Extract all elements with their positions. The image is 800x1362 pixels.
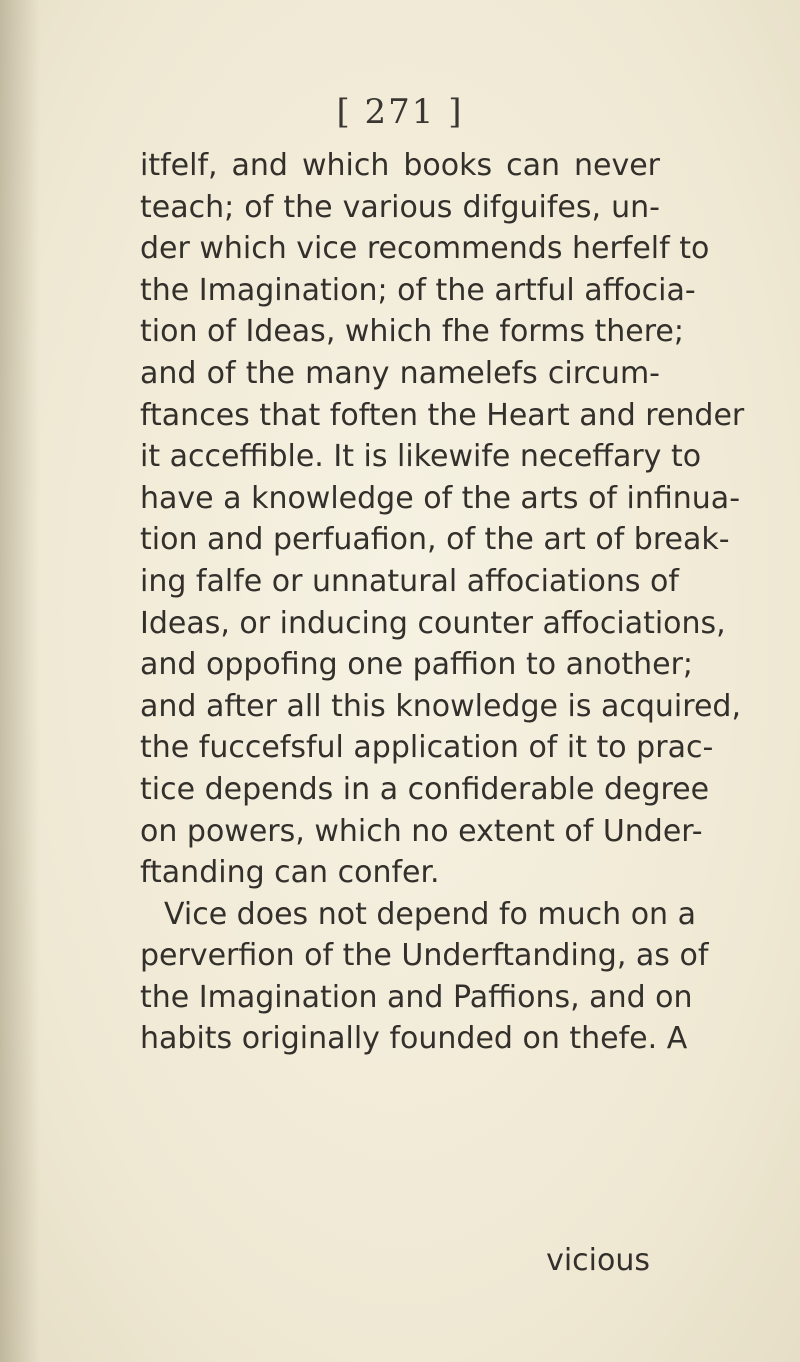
- text-line: and oppofing one paffion to another;: [140, 647, 694, 683]
- catchword: vicious: [546, 1243, 650, 1278]
- text-line: on powers, which no extent of Under-: [140, 813, 703, 849]
- paragraph-start-line: Vice does not depend fo much on a: [164, 896, 696, 932]
- text-line: the Imagination and Paffions, and on: [140, 979, 693, 1015]
- text-line: ftances that foften the Heart and render: [140, 397, 745, 433]
- text-line: habits originally founded on thefe. A: [140, 1021, 688, 1057]
- body-text: [140, 145, 745, 1060]
- text-line: ing falfe or unnatural affociations of: [140, 563, 679, 599]
- text-line: perverfion of the Underftanding, as of: [140, 938, 709, 974]
- text-line: teach; of the various difguifes, un-: [140, 189, 660, 225]
- text-line: it acceffible. It is likewife neceffary to: [140, 439, 702, 475]
- text-line: tion and perfuafion, of the art of break-: [140, 522, 730, 558]
- gutter-shadow: [0, 0, 40, 1362]
- text-line: der which vice recommends herfelf to: [140, 231, 710, 267]
- text-line: and of the many namelefs circum-: [140, 355, 660, 391]
- page-number: [ 271 ]: [336, 92, 464, 132]
- text-line: itfelf, and which books can never: [140, 148, 660, 183]
- text-line: the fuccefsful application of it to prac-: [140, 730, 714, 766]
- text-line: Ideas, or inducing counter affociations,: [140, 605, 726, 641]
- text-line: have a knowledge of the arts of infinua-: [140, 480, 741, 516]
- text-line: and after all this knowledge is acquired,: [140, 688, 741, 724]
- text-line: tion of Ideas, which fhe forms there;: [140, 314, 684, 350]
- text-line: tice depends in a confiderable degree: [140, 771, 710, 807]
- paragraph-end-line: ftanding can confer.: [140, 855, 440, 891]
- text-line: the Imagination; of the artful affocia-: [140, 272, 696, 308]
